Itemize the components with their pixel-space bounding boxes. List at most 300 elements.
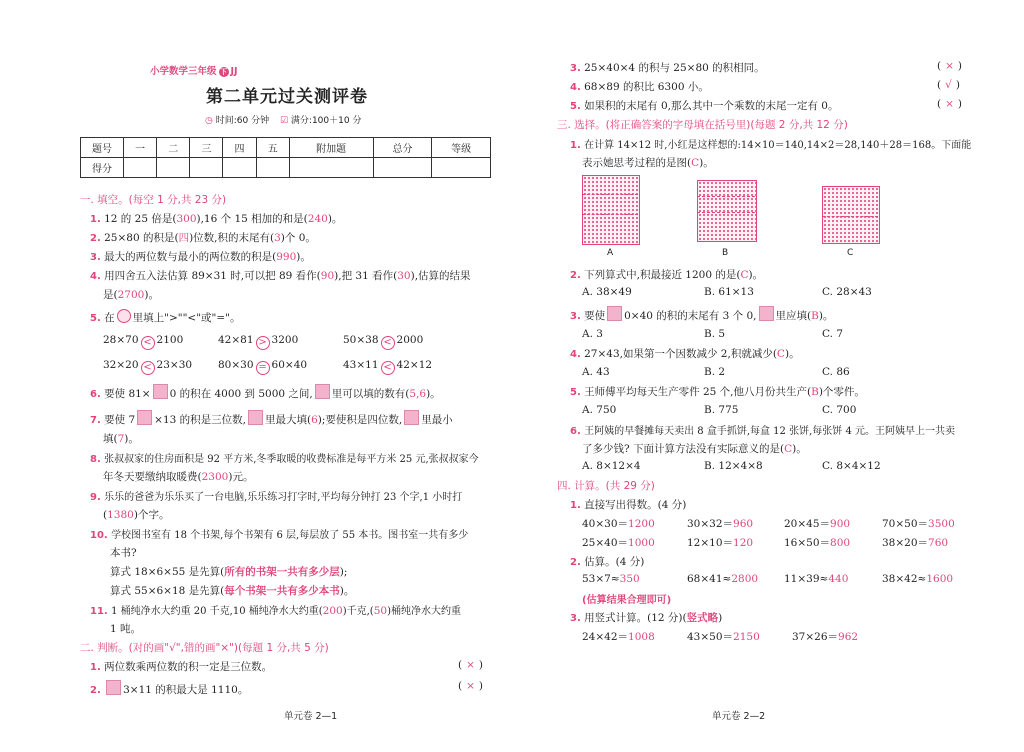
answer: 960 [733,518,754,530]
q-text: ×13 的积是三位数, [154,414,246,426]
answer: 7 [117,433,125,445]
question-11-cont [110,621,141,636]
score-cell: 等级 [432,138,491,158]
answer: 440 [828,573,849,585]
q-text: 1 吨。 [110,623,142,635]
q-text: 张叔叔家的住房面积是 92 平方米,冬季取暖的收费标准是每平方米 25 元,张叔叔家今 [104,454,479,465]
q-text: )。 [339,585,355,597]
judge-4 [570,79,709,94]
q-text: )。 [784,348,800,360]
q-text: ); [339,566,348,578]
judge-3 [570,60,765,75]
blank-box-icon [607,306,622,321]
q-number: 1. [570,140,581,151]
answer: 2300 [201,471,229,483]
score-cell: 五 [256,138,289,158]
answer: √ [945,79,952,91]
clock-icon: ◷ [205,116,213,126]
score-table [80,137,491,178]
grid-divider [582,214,638,215]
calc-item [582,535,655,550]
section-true-false: 二. 判断。(对的画"√",错的画"×")(每题 1 分,共 5 分) [80,642,329,654]
compare-right: 2000 [396,334,424,346]
judge-2-answer [458,680,483,692]
score-cell: 总分 [373,138,432,158]
blank-box-icon [315,384,330,399]
score-input[interactable] [256,158,289,178]
question-7-cont [103,431,139,446]
compare-left: 42×81 [218,334,254,346]
expr: 68×41≈ [687,573,732,585]
answer: 竖式略 [686,612,719,624]
compare-item [218,334,298,350]
q-number: 6. [570,426,581,437]
q-number: 1. [90,214,101,225]
q-text: 用竖式计算。(12 分)( [584,612,687,624]
compare-right: 3200 [271,334,299,346]
compare-left: 43×11 [343,359,379,371]
score-input[interactable] [432,158,491,178]
answer: 1000 [628,537,655,549]
q-number: 10. [90,530,108,541]
q-number: 4. [570,349,581,360]
option-b: B. 775 [704,404,739,416]
q-text: )位数,积的末尾有( [189,232,275,244]
q-text: );要使积是四位数, [317,414,403,426]
q-text: )个字。 [133,509,170,521]
paren: ( [937,60,942,72]
q-number: 9. [90,492,101,503]
score-input[interactable] [289,158,373,178]
compare-answer: < [141,361,155,375]
q-number: 2. [570,270,581,281]
answer: 350 [619,573,640,585]
q-text: 在 [104,312,115,324]
grid-divider [582,194,638,195]
compare-answer: < [381,336,395,350]
expr: 38×20＝ [882,537,929,549]
paren: ( [458,659,463,671]
answer: B [811,386,819,398]
option-a: A. 3 [582,328,603,340]
estimate-item [784,573,848,585]
choice-3 [570,306,833,323]
q-text: )桶纯净水大约重 [387,606,461,617]
calc-3-title [570,610,722,625]
option-b: B. 5 [704,328,726,340]
vertical-calc-item [687,629,760,644]
answer: 1600 [926,573,954,585]
q-text: 算式 18×6×55 是先算( [110,566,225,578]
q-text: 0×40 的积的末尾有 3 个 0, [624,310,757,322]
estimate-item [582,573,640,585]
expr: 11×39≈ [784,573,829,585]
expr: 20×45＝ [784,518,831,530]
score-cell: 题号 [81,138,124,158]
answer: × [466,659,475,671]
q-number: 2. [90,685,101,696]
option-c: C. 7 [822,328,844,340]
grid-divider [697,212,755,213]
q-text: 王师傅平均每天生产零件 25 个,他八月份共生产( [584,386,812,398]
choice-6 [570,422,955,437]
score-input[interactable] [223,158,256,178]
answer: 800 [830,537,851,549]
estimate-note: (估算结果合理即可) [582,595,672,606]
q-text: 填( [103,433,118,445]
q-text: )。 [699,157,714,169]
circle-blank-icon [117,309,131,323]
answer: C [776,348,785,360]
compare-left: 28×70 [103,334,139,346]
exam-meta [205,113,361,126]
q-text: 本书? [110,547,137,559]
calc-1-title [570,497,686,512]
q-text: 估算。(4 分) [584,556,645,568]
answer: 1200 [628,518,655,530]
expr: 43×50＝ [687,631,734,643]
judge-1-answer [458,659,483,671]
q-text: )。 [748,269,764,281]
q-number: 2. [90,233,101,244]
option-b: B. 61×13 [704,286,754,298]
answer: 1008 [628,631,655,643]
question-3 [90,249,311,264]
compare-item [343,359,432,375]
answer: B [811,310,819,322]
grade-badge: 下 [220,68,228,76]
q-text: 乐乐的爸爸为乐乐买了一台电脑,乐乐练习打字时,平均每分钟打 23 个字,1 小时打 [104,492,463,503]
compare-item [103,359,192,375]
answer: 2800 [731,573,759,585]
expr: 37×26＝ [792,631,839,643]
paren: ( [937,98,942,110]
judge-5-answer [937,98,962,110]
question-9-cont [103,507,169,522]
q-text: 最大的两位数与最小的两位数的积是( [104,251,277,263]
calc-item [784,535,850,550]
expr: 25×40＝ [582,537,629,549]
compare-right: 60×40 [271,359,308,371]
compare-answer: > [256,336,270,350]
compare-left: 50×38 [343,334,379,346]
dot-grid-a [582,175,640,245]
estimate-item [882,573,953,585]
section-fill-blank: 一. 填空。(每空 1 分,共 23 分) [80,194,227,206]
question-1 [90,211,342,226]
checkbox-icon: ☑ [279,116,289,126]
expr: 12×10＝ [687,537,734,549]
q-number: 3. [90,252,101,263]
question-4 [90,268,471,283]
page-footer: 单元卷 2—2 [712,711,766,722]
answer: 120 [733,537,754,549]
right-page [512,0,1024,752]
answer: × [466,680,475,692]
q-number: 6. [90,389,101,400]
q-text: 里填上">""<"或"="。 [132,312,241,324]
compare-item [343,334,423,350]
q-number: 1. [570,500,581,511]
judge-4-answer [937,79,960,91]
choice-1-cont [582,155,714,170]
question-10-cont [110,545,137,560]
compare-right: 23×30 [156,359,193,371]
score-cell: 一 [124,138,157,158]
answer: C [740,269,749,281]
q-number: 4. [570,82,581,93]
option-a: A. 750 [582,404,617,416]
blank-box-icon [106,680,121,695]
q-text: )。 [144,289,159,301]
q-text: 学校图书室有 18 个书架,每个书架有 6 层,每层放了 55 本书。图书室一共有多少 [111,530,469,541]
expr: 40×30＝ [582,518,629,530]
question-9 [90,488,462,503]
expr: 30×32＝ [687,518,734,530]
expr: 53×7≈ [582,573,620,585]
q-number: 5. [570,101,581,112]
paren: ) [957,98,963,110]
question-2 [90,230,316,245]
section-calc: 四. 计算。(共 29 分) [557,480,655,492]
q-text: 里最大填( [264,414,312,426]
question-8 [90,450,479,465]
choice-1 [570,136,971,151]
question-10 [90,526,468,541]
q-number: 3. [570,63,581,74]
score-cell: 二 [157,138,190,158]
q-text: ( [103,509,108,521]
score-cell: 得分 [81,158,124,178]
question-11 [90,602,461,617]
q-text: 王阿姨的早餐摊每天卖出 8 盒手抓饼,每盒 12 张饼,每张饼 4 元。王阿姨早上一共卖 [584,426,955,437]
page-footer: 单元卷 2—1 [284,711,338,722]
answer: 1380 [107,509,134,521]
compare-answer: < [141,336,155,350]
q-text: 68×89 的积比 6300 小。 [584,81,709,93]
q-number: 1. [90,662,101,673]
q-text: )元。 [228,471,254,483]
compare-answer: = [256,361,270,375]
blank-box-icon [248,410,263,425]
judge-1 [90,659,272,674]
compare-answer: < [381,361,395,375]
answer: 900 [830,518,851,530]
compare-right: 2100 [156,334,184,346]
q-text: 下列算式中,积最接近 1200 的是( [584,269,741,281]
option-c: C. 86 [822,366,850,378]
question-5 [90,309,240,325]
option-c: C. 700 [822,404,857,416]
choice-2 [570,267,763,282]
q-text: 要使 [584,310,606,322]
q-text: 两位数乘两位数的积一定是三位数。 [104,661,273,673]
score-input[interactable] [190,158,223,178]
answer: 3500 [928,518,955,530]
series-text: 小学数学三年级 [150,66,217,77]
q-text: ) [718,612,723,624]
q-number: 11. [90,606,108,617]
q-text: 是( [103,289,118,301]
choice-6-cont [582,441,807,456]
q-text: )。 [818,310,834,322]
score-cell: 四 [223,138,256,158]
option-c: C. 8×4×12 [822,460,881,472]
paren: ) [478,680,484,692]
answer: × [945,98,954,110]
option-a: A. 43 [582,366,610,378]
score-header-row [81,138,491,158]
compare-item [103,334,183,350]
compare-right: 42×12 [396,359,433,371]
calc-item [882,535,948,550]
time-text: 时间:60 分钟 [215,116,270,126]
figure-label-a: A [607,248,614,258]
score-input[interactable] [373,158,432,178]
q-text: 25×80 的积是( [104,232,179,244]
expr: 24×42＝ [582,631,629,643]
calc-2-title [570,554,644,569]
judge-5 [570,98,838,113]
q-text: ),16 个 15 相加的和是( [196,213,308,225]
q-text: )。 [296,251,311,263]
paren: ( [937,79,942,91]
score-cell: 三 [190,138,223,158]
blank-box-icon [153,384,168,399]
blank-box-icon [404,410,419,425]
q-text: )千克,( [342,606,374,617]
expr: 16×50＝ [784,537,831,549]
q-text: 了多少钱? 下面计算方法没有实际意义的是( [582,443,785,455]
q-text: 要使 7 [104,414,136,426]
section-choice: 三. 选择。(将正确答案的字母填在括号里)(每题 2 分,共 12 分) [557,119,848,131]
score-value-row [81,158,491,178]
answer: 每个书架一共有多少本书 [224,585,340,597]
grid-divider [822,216,878,217]
q-text: )个零件。 [818,386,865,398]
q-text: 12 的 25 倍是( [104,213,177,225]
q-text: )个 0。 [280,232,316,244]
answer: 300 [176,213,197,225]
answer: 962 [838,631,859,643]
q-text: 年冬天要缴纳取暖费( [103,471,202,483]
compare-left: 32×20 [103,359,139,371]
q-number: 5. [570,387,581,398]
option-b: B. 12×4×8 [704,460,763,472]
question-7 [90,410,453,427]
paren: ) [955,79,960,91]
answer: 2150 [733,631,760,643]
q-text: 0 的积在 4000 到 5000 之间, [169,388,313,400]
answer: 5,6 [409,388,427,400]
q-text: 直接写出得数。(4 分) [584,499,687,511]
answer: 3 [274,232,281,244]
q-text: 3×11 的积最大是 1110。 [123,684,249,696]
paren: ) [957,60,963,72]
judge-2 [90,680,248,697]
expr: 38×42≈ [882,573,927,585]
question-10-line-a [110,564,347,579]
option-a: A. 8×12×4 [582,460,641,472]
q-text: 在计算 14×12 时,小红是这样想的:14×10＝140,14×2＝28,140＋28＝168。下面能 [584,140,972,151]
expr: 70×50＝ [882,518,929,530]
q-number: 8. [90,454,101,465]
answer: C [784,443,793,455]
q-text: )。 [792,443,807,455]
answer: 2700 [117,289,145,301]
blank-box-icon [759,306,774,321]
q-text: 25×40×4 的积与 25×80 的积相同。 [584,62,765,74]
compare-left: 80×30 [218,359,254,371]
q-text: 要使 81× [104,388,151,400]
answer: 四 [178,232,190,244]
score-input[interactable] [157,158,190,178]
page-title: 第二单元过关测评卷 [206,87,368,107]
q-number: 7. [90,415,101,426]
answer: 760 [928,537,949,549]
answer: 200 [322,605,343,617]
calc-item [582,516,655,531]
q-number: 5. [90,313,101,324]
answer: 所有的书架一共有多少层 [224,566,340,578]
full-score-text: 满分:100＋10 分 [290,116,362,126]
q-text: ),估算的结果 [410,270,471,282]
q-text: 表示她思考过程的是图( [582,157,692,169]
dot-grid-c [822,186,880,244]
choice-5 [570,384,865,399]
blank-box-icon [137,410,152,425]
answer: 30 [397,270,411,282]
question-6 [90,384,441,401]
q-text: 1 桶纯净水大约重 20 千克,10 桶纯净水大约重( [111,606,323,617]
calc-item [784,516,850,531]
q-number: 2. [570,557,581,568]
q-text: 里可以填的数有( [331,388,410,400]
q-text: 里应填( [775,310,812,322]
figure-label-b: B [722,248,729,258]
q-text: )。 [327,213,343,225]
q-text: )。 [426,388,441,400]
compare-item [218,359,307,375]
score-input[interactable] [124,158,157,178]
question-4-cont [103,287,159,302]
vertical-calc-item [792,629,858,644]
answer: 240 [307,213,328,225]
q-number: 3. [570,311,581,322]
grid-divider [697,196,755,197]
series-label [150,63,238,77]
answer: 990 [276,251,297,263]
option-b: B. 2 [704,366,726,378]
q-text: 27×43,如果第一个因数减少 2,积就减少( [584,348,777,360]
option-c: C. 28×43 [822,286,872,298]
q-text: 用四舍五入法估算 89×31 时,可以把 89 看作( [104,270,321,282]
q-text: )。 [124,433,139,445]
estimate-item [687,573,758,585]
q-number: 3. [570,613,581,624]
q-text: 算式 55×6×18 是先算( [110,585,225,597]
q-number: 4. [90,271,101,282]
answer: 90 [320,270,335,282]
option-a: A. 38×49 [582,286,632,298]
edition-text: JJ [230,66,238,77]
question-10-line-b [110,583,354,598]
judge-3-answer [937,60,962,72]
answer: 6 [311,414,318,426]
answer: C [691,157,700,169]
calc-item [882,516,955,531]
dot-grid-b [697,180,757,242]
